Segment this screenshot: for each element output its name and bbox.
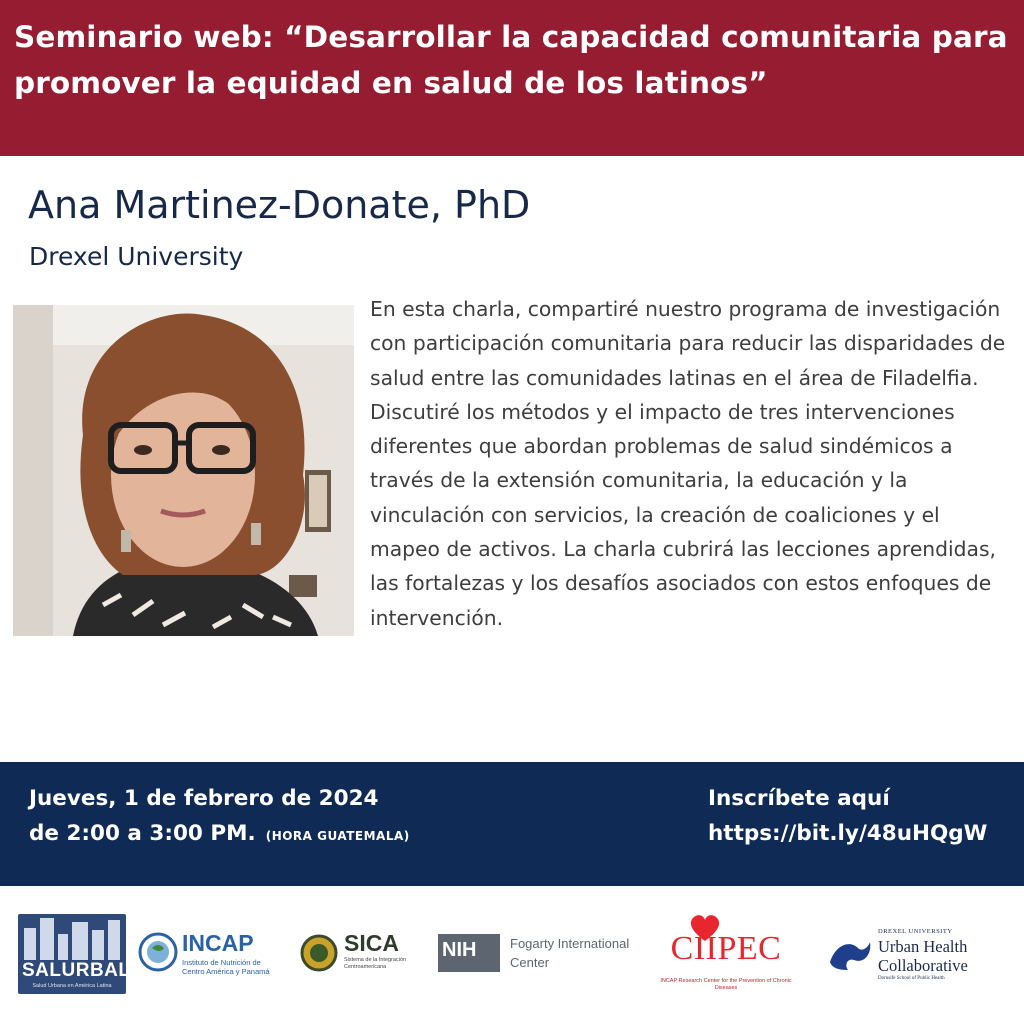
webinar-title: Seminario web: “Desarrollar la capacidad comunitaria para promover la equidad en salud de los latinos” [14,20,1008,100]
register-link[interactable]: https://bit.ly/48uHQgW [708,821,988,846]
sica-emblem-icon [300,934,338,972]
cipec-logo [656,914,796,998]
sica-name: SICA [344,930,399,956]
salurbal-sub: Salud Urbana en América Latina [32,983,112,989]
salurbal-skyline-icon [18,914,126,960]
speaker-name: Ana Martinez-Donate, PhD [28,183,531,227]
cipec-sub: INCAP Research Center for the Prevention of Chronic Diseases [660,978,792,991]
nih-name: NIH [442,939,477,961]
incap-globe-icon [138,932,178,972]
partner-logos [0,900,1024,1024]
event-date: Jueves, 1 de febrero de 2024 [29,786,379,811]
incap-name: INCAP [182,930,254,956]
drexel-dragon-icon [826,934,874,974]
speaker-affiliation: Drexel University [29,242,244,271]
header-banner [0,0,1024,156]
uhc-top: DREXEL UNIVERSITY [878,928,953,935]
salurbal-name: SALURBAL [22,960,131,981]
sica-logo [300,930,412,976]
incap-logo [138,928,270,978]
incap-sub: Instituto de Nutrición de Centro América y Panamá [182,958,270,976]
event-info-band [0,762,1024,886]
salurbal-logo [18,914,131,994]
event-timezone: (HORA GUATEMALA) [265,829,410,843]
urban-health-collaborative-logo [826,926,1006,984]
uhc-sub: Dornsife School of Public Health [878,976,945,981]
nih-sub: Fogarty International Center [510,936,630,970]
speaker-photo [13,305,354,636]
talk-abstract: En esta charla, compartiré nuestro programa de investigación con participación comunitaria para reducir las disparidades de salud entre las comunidades latinas en el área de Filadelfia. Discutiré los métodos y el impacto de tres intervenciones diferentes que abordan problemas de salud sindémicos a través de la extensión comunitaria, la educación y la vinculación con servicios, la creación de coaliciones y el mapeo de activos. La charla cubrirá las lecciones aprendidas, las fortalezas y los desafíos asociados con estos enfoques de intervención. [370,297,1006,630]
register-label: Inscríbete aquí [708,786,890,811]
event-time-line [29,817,410,853]
sica-sub: Sistema de la Integración Centroamericana [344,957,407,970]
event-time: de 2:00 a 3:00 PM. [29,821,256,846]
uhc-name: Urban Health Collaborative [878,937,968,975]
cipec-name: CIIPEC [670,930,782,967]
nih-fogarty-logo [438,930,638,976]
